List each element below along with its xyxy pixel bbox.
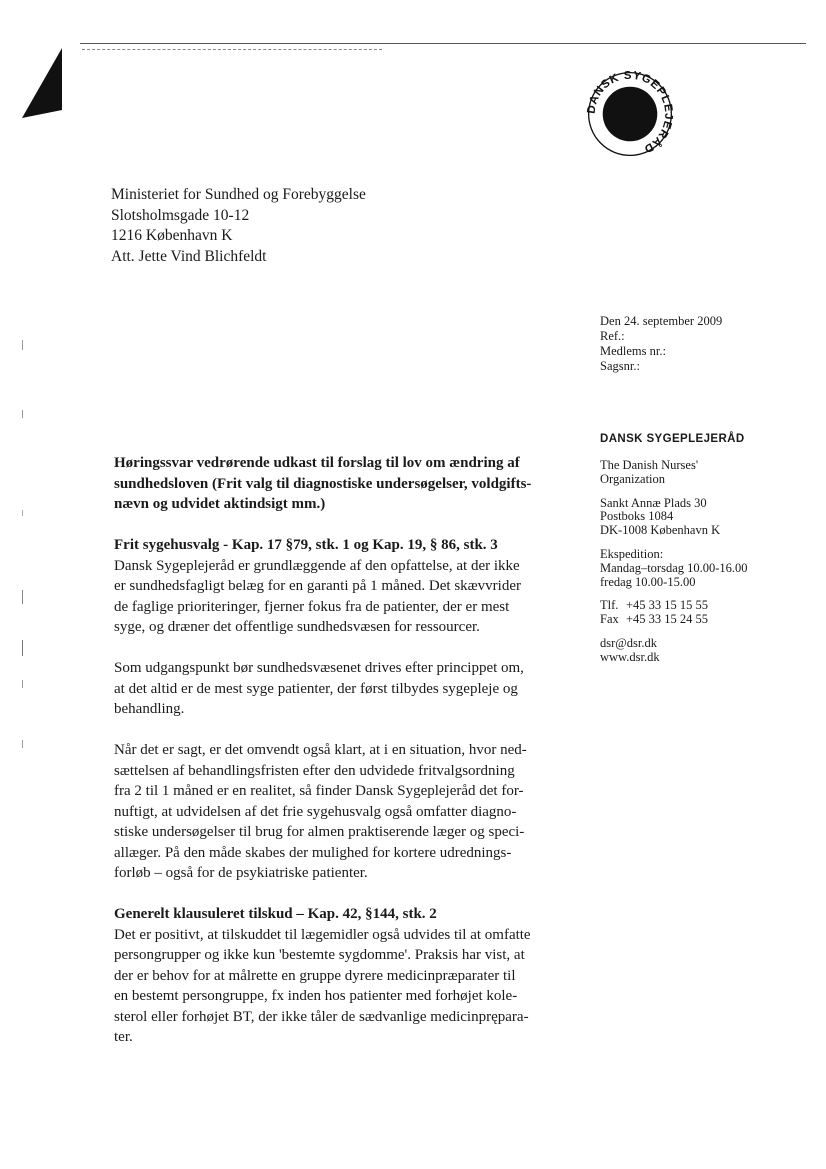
text-line: fra 2 til 1 måned er en realitet, så finder Dansk Sygeplejeråd det for- xyxy=(114,783,524,799)
org-phone-block xyxy=(600,599,800,627)
scan-corner-mark xyxy=(22,48,62,120)
text-line: stiske undersøgelser til brug for almen praktiserende læger og speci- xyxy=(114,824,525,840)
dsr-seal-icon xyxy=(586,70,674,158)
text-line: Når det er sagt, er det omvendt også klart, at i en situation, hvor ned- xyxy=(114,742,527,758)
text-line: Dansk Sygeplejeråd er grundlæggende af den opfattelse, at der ikke xyxy=(114,557,520,574)
member-number-label: Medlems nr.: xyxy=(600,344,666,358)
scan-top-dash xyxy=(82,49,382,50)
organization-sidebar xyxy=(600,433,800,675)
org-address-line: Postboks 1084 xyxy=(600,509,674,524)
text-line: behandling. xyxy=(114,701,185,717)
letter-subject xyxy=(114,453,574,515)
paragraph xyxy=(114,556,574,638)
subject-line: Høringssvar vedrørende udkast til forslag til lov om ændring af xyxy=(114,455,520,471)
phone-label: Tlf. xyxy=(600,598,619,613)
text-line: at det altid er de mest syge patienter, der først tilbydes sygepleje og xyxy=(114,680,518,697)
fax-number: +45 33 15 24 55 xyxy=(626,612,709,627)
org-hours-line: Mandag–torsdag 10.00-16.00 xyxy=(600,560,748,575)
text-line: der er behov for at målrette en gruppe dyrere medicinpræparater til xyxy=(114,967,516,984)
recipient-line: 1216 København K xyxy=(111,227,233,244)
org-email: dsr@dsr.dk xyxy=(600,635,658,650)
subject-line: nævn og udvidet aktindsigt mm.) xyxy=(114,496,326,512)
text-line: persongrupper og ikke kun 'bestemte sygdomme'. Praksis har vist, at xyxy=(114,947,525,963)
letter-body xyxy=(114,453,574,1048)
text-line: ter. xyxy=(114,1029,133,1045)
org-address xyxy=(600,497,800,538)
recipient-line: Att. Jette Vind Blichfeldt xyxy=(111,247,267,265)
text-line: sterol eller forhøjet BT, der ikke tåler de sædvanlige medicinprępara- xyxy=(114,1008,529,1025)
org-english-name xyxy=(600,459,800,487)
subject-line: sundhedsloven (Frit valg til diagnostiske undersøgelser, voldgifts- xyxy=(114,475,532,492)
text-line: allæger. På den måde skabes der mulighed for kortere udrednings- xyxy=(114,844,512,861)
paragraph xyxy=(114,740,574,884)
org-address-line: Sankt Annæ Plads 30 xyxy=(600,495,707,510)
text-line: nuftigt, at udvidelsen af det frie sygehusvalg også omfatter diagno- xyxy=(114,803,517,820)
text-line: forløb – også for de psykiatriske patienter. xyxy=(114,865,368,881)
text-line: syge, og dræner det offentlige sundhedsvæsen for ressourcer. xyxy=(114,619,480,635)
text-line: er sundhedsfagligt belæg for en garanti på 1 måned. Det skævvrider xyxy=(114,578,521,594)
section-heading: Generelt klausuleret tilskud – Kap. 42, §144, stk. 2 xyxy=(114,906,437,922)
recipient-line: Ministeriet for Sundhed og Forebyggelse xyxy=(111,186,366,203)
recipient-address xyxy=(111,185,366,267)
org-website: www.dsr.dk xyxy=(600,649,660,664)
letter-date: Den 24. september 2009 xyxy=(600,314,723,328)
scan-top-rule xyxy=(80,43,806,44)
fax-label: Fax xyxy=(600,612,619,627)
org-hours-line: fredag 10.00-15.00 xyxy=(600,574,696,589)
org-english-line: The Danish Nurses' xyxy=(600,458,699,472)
org-address-line: DK-1008 København K xyxy=(600,523,721,538)
letter-meta xyxy=(600,314,722,374)
scan-margin-specks xyxy=(20,300,26,750)
section-heading: Frit sygehusvalg - Kap. 17 §79, stk. 1 og Kap. 19, § 86, stk. 3 xyxy=(114,537,498,553)
case-number-label: Sagsnr.: xyxy=(600,359,640,373)
text-line: Som udgangspunkt bør sundhedsvæsenet drives efter princippet om, xyxy=(114,660,524,676)
org-hours-line: Ekspedition: xyxy=(600,546,664,561)
seal-text: DANSK SYGEPLEJERÅD xyxy=(586,70,674,155)
text-line: de faglige prioriteringer, fjerner fokus fra de patienter, der er mest xyxy=(114,598,510,615)
org-fax xyxy=(600,613,800,627)
text-line: Det er positivt, at tilskuddet til lægemidler også udvides til at omfatte xyxy=(114,926,531,943)
org-contact-online xyxy=(600,637,800,665)
org-english-line: Organization xyxy=(600,471,666,486)
text-line: sættelsen af behandlingsfristen efter den udvidede fritvalgsordning xyxy=(114,762,515,779)
paragraph xyxy=(114,925,574,1048)
text-line: en bestemt persongruppe, fx inden hos patienter med forhøjet kole- xyxy=(114,988,518,1004)
ref-label: Ref.: xyxy=(600,329,625,343)
recipient-line: Slotsholmsgade 10-12 xyxy=(111,206,250,224)
phone-number: +45 33 15 15 55 xyxy=(626,598,709,613)
org-name: DANSK SYGEPLEJERÅD xyxy=(600,433,745,445)
org-phone xyxy=(600,599,800,613)
paragraph xyxy=(114,658,574,720)
org-opening-hours xyxy=(600,548,800,589)
